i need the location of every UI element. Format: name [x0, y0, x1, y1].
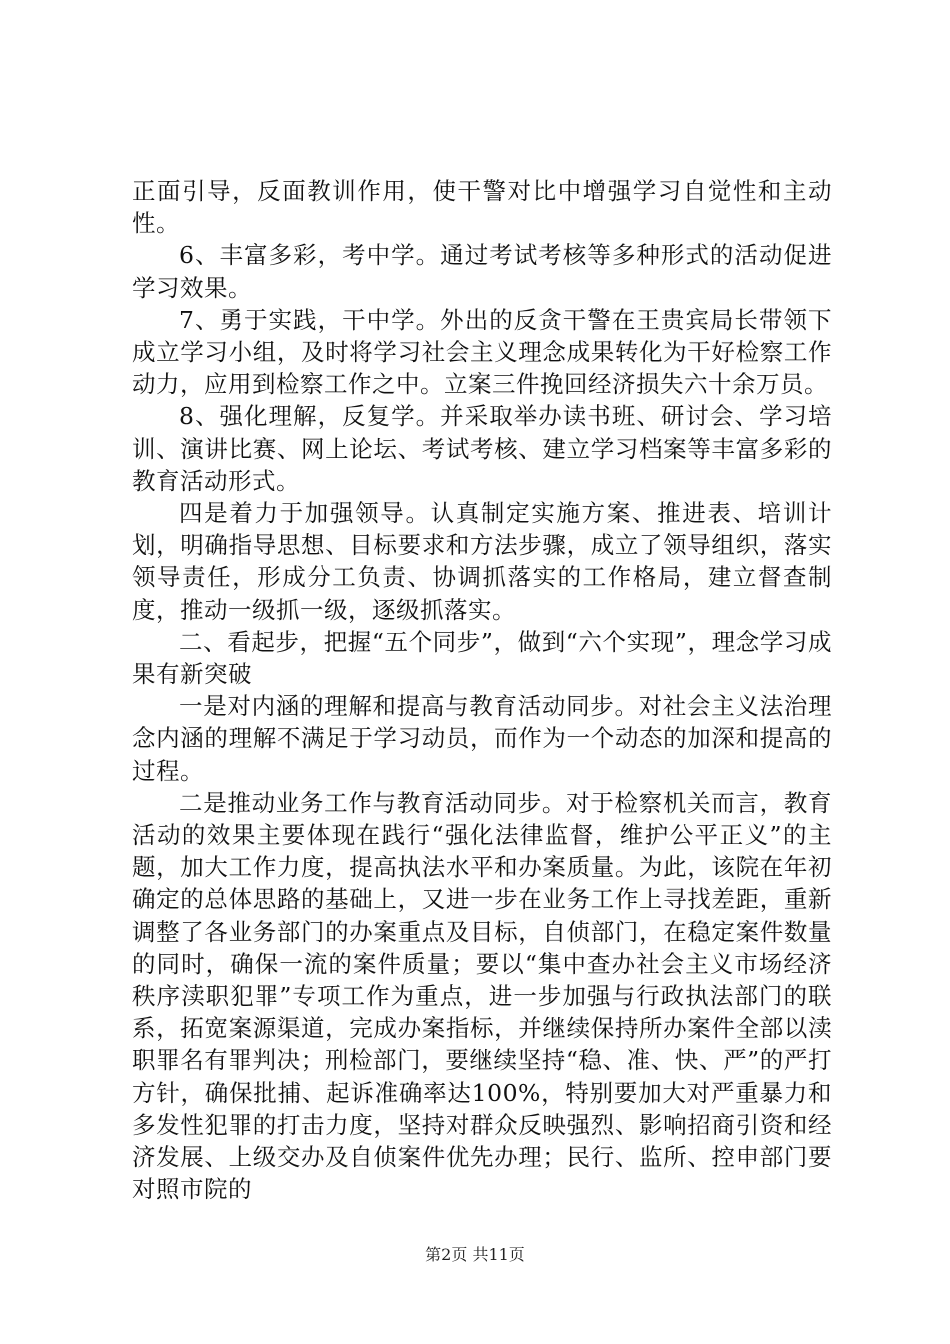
paragraph-5: 四是着力于加强领导。认真制定实施方案、推进表、培训计划，明确指导思想、目标要求和方法步骤，成立了领导组织，落实领导责任，形成分工负责、协调抓落实的工作格局，建立督查制度，推动一级抓一级，逐级抓落实。	[132, 499, 832, 624]
paragraph-4: 8、强化理解，反复学。并采取举办读书班、研讨会、学习培训、演讲比赛、网上论坛、考试考核、建立学习档案等丰富多彩的教育活动形式。	[132, 402, 832, 495]
paragraph-1: 正面引导，反面教训作用，使干警对比中增强学习自觉性和主动性。	[132, 177, 832, 238]
paragraph-7: 一是对内涵的理解和提高与教育活动同步。对社会主义法治理念内涵的理解不满足于学习动员，而作为一个动态的加深和提高的过程。	[132, 692, 832, 785]
paragraph-3: 7、勇于实践，干中学。外出的反贪干警在王贵宾局长带领下成立学习小组，及时将学习社会主义理念成果转化为干好检察工作动力，应用到检察工作之中。立案三件挽回经济损失六十余万员。	[132, 305, 832, 399]
page-number-footer: 第2页 共11页	[425, 1245, 525, 1264]
paragraph-8: 二是推动业务工作与教育活动同步。对于检察机关而言，教育活动的效果主要体现在践行“强化法律监督，维护公平正义”的主题，加大工作力度，提高执法水平和办案质量。为此，该院在年初确定的总体思路的基础上，又进一步在业务工作上寻找差距，重新调整了各业务部门的办案重点及目标，自侦部门，在稳定案件数量的同时，确保一流的案件质量；要以“集中查办社会主义市场经济秩序渎职犯罪”专项工作为重点，进一步加强与行政执法部门的联系，拓宽案源渠道，完成办案指标，并继续保持所办案件全部以渎职罪名有罪判决；刑检部门，要继续坚持“稳、准、快、严”的严打方针，确保批捕、起诉准确率达100%，特别要加大对严重暴力和多发性犯罪的打击力度，坚持对群众反映强烈、影响招商引资和经济发展、上级交办及自侦案件优先办理；民行、监所、控申部门要对照市院的	[132, 788, 832, 1204]
document-body	[132, 175, 832, 1206]
section-heading: 二、看起步，把握“五个同步”，做到“六个实现”，理念学习成果有新突破	[132, 627, 832, 689]
paragraph-2: 6、丰富多彩，考中学。通过考试考核等多种形式的活动促进学习效果。	[132, 241, 832, 302]
